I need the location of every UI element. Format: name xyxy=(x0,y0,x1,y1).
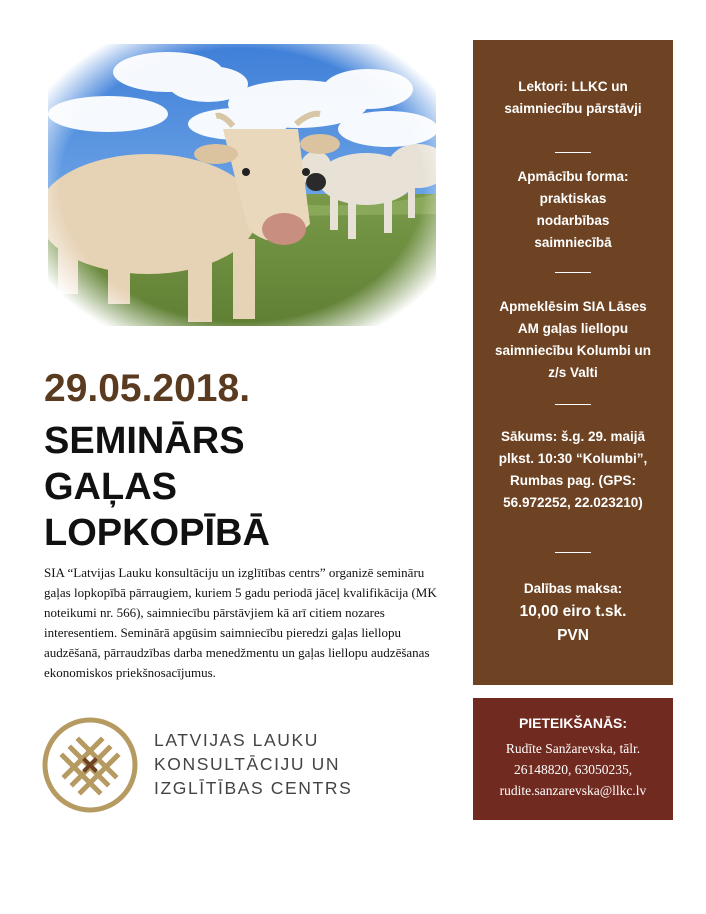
title-line: SEMINĀRS xyxy=(44,420,245,462)
visit-text: Apmeklēsim SIA Lāses AM gaļas liellopu saimniecību Kolumbi un z/s Valti xyxy=(494,299,651,380)
registration-box xyxy=(473,698,673,820)
format-label: Apmācību forma: xyxy=(517,169,629,184)
event-date: 29.05.2018. xyxy=(44,367,251,410)
separator xyxy=(555,552,591,553)
fee-value: 10,00 eiro t.sk. PVN xyxy=(519,603,627,644)
separator xyxy=(555,404,591,405)
fee-label: Dalības maksa: xyxy=(523,581,623,596)
fee-info xyxy=(483,578,663,648)
format-value: praktiskas nodarbības saimniecībā xyxy=(534,191,612,250)
separator xyxy=(555,152,591,153)
logo-line: IZGLĪTĪBAS CENTRS xyxy=(154,778,353,798)
logo-line: KONSULTĀCIJU UN xyxy=(154,754,341,774)
registration-title: PIETEIKŠANĀS: xyxy=(518,715,628,731)
separator xyxy=(555,272,591,273)
info-sidebar xyxy=(473,40,673,685)
llkc-logo-text xyxy=(154,728,352,800)
start-info: Sākums: š.g. 29. maijā plkst. 10:30 “Kolumbi”, Rumbas pag. (GPS: 56.972252, 22.023210) xyxy=(498,429,648,510)
training-format xyxy=(483,166,663,254)
lecturers-text: Lektori: LLKC un saimniecību pārstāvji xyxy=(504,79,642,116)
title-line: GAĻAS xyxy=(44,466,177,508)
logo-line: LATVIJAS LAUKU xyxy=(154,730,320,750)
intro-paragraph: SIA “Latvijas Lauku konsultāciju un izglītības centrs” organizē semināru gaļas lopkopībā pārraugiem, kuriem 5 gadu periodā jāceļ kvalifikācija (MK noteikumi nr. 566), saimniecību pārstāvjiem kā arī citiem nozares interesentiem. Seminārā apgūsim saimniecību pieredzi gaļas liellopu audzēšanā, pārraudzības darba menedžmentu un gaļas liellopu audzēšanas ekonomiskos priekšnosacījumus. xyxy=(44,565,437,680)
registration-contact: Rudīte Sanžarevska, tālr. 26148820, 63050235, rudite.sanzarevska@llkc.lv xyxy=(499,741,647,798)
title-line: LOPKOPĪBĀ xyxy=(44,512,270,554)
seminar-title xyxy=(44,418,270,556)
cattle-photo xyxy=(48,44,436,326)
llkc-logo-icon xyxy=(41,716,139,819)
